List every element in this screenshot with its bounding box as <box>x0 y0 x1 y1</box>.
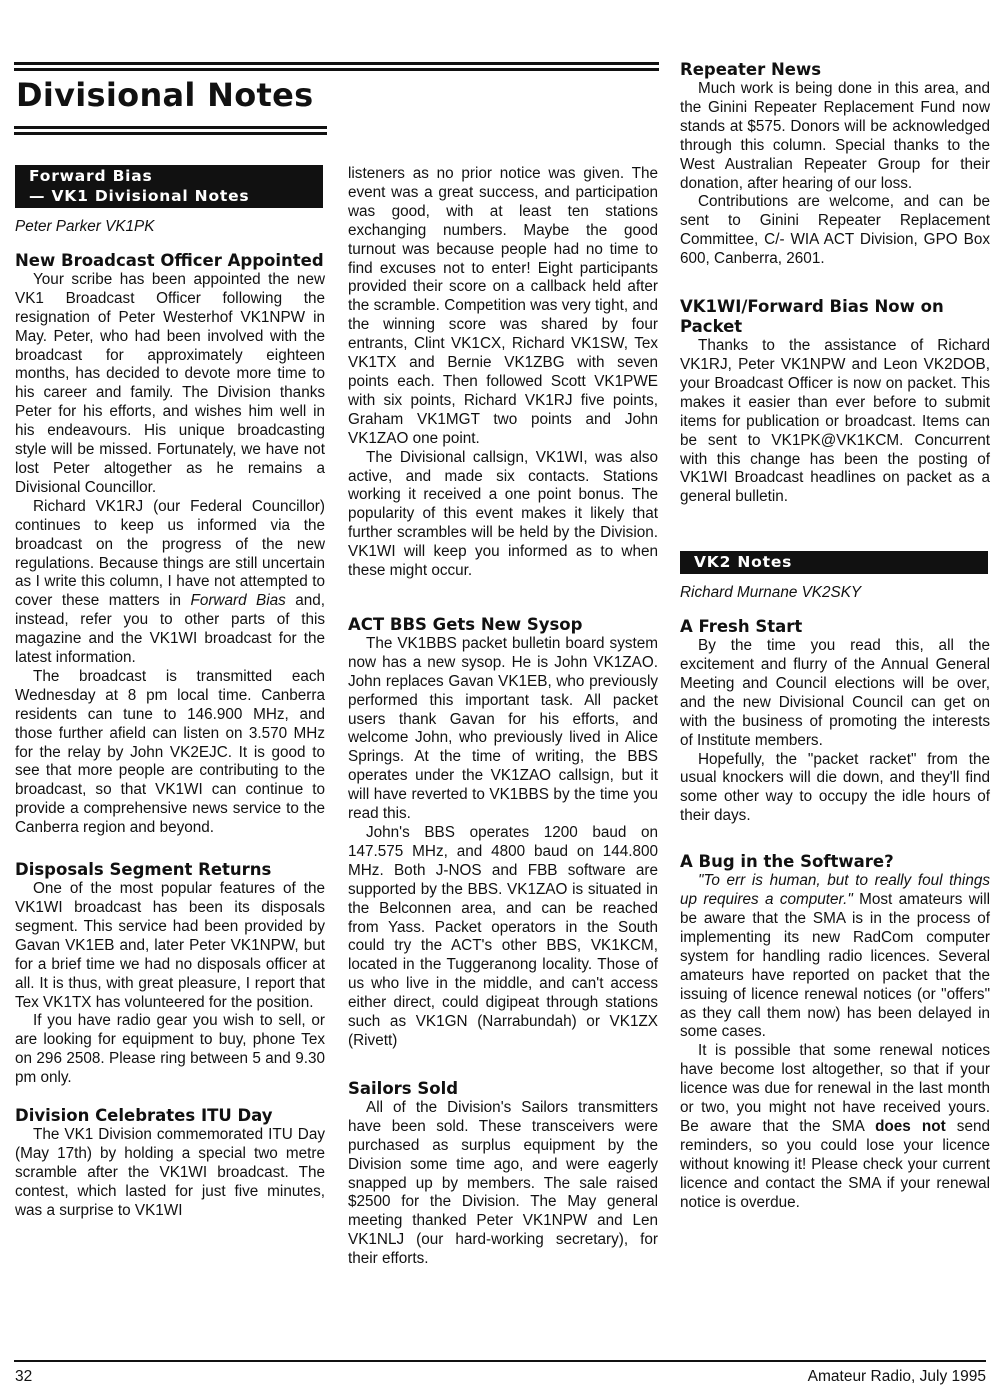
paragraph: Thanks to the assistance of Richard VK1RJ, Peter VK1NPW and Leon VK2DOB, your Broadcast Officer is now on packet. This makes it easier than ever before to submit items for publication or broadcast. Items can be sent to VK1PK@VK1KCM. Concurrent with this change has been the posting of VK1WI Broadcast headlines on packet as a general bulletin. <box>680 337 990 506</box>
paragraph: Richard VK1RJ (our Federal Councillor) continues to keep us informed via the broadcast on the progress of the new regulations. Because things are still uncertain as I write this column, I have not attempted to cover these matters in Forward Bias and, instead, refer you to other parts of this magazine and the VK1WI broadcast for the latest information. <box>15 497 325 667</box>
paragraph: John's BBS operates 1200 baud on 147.575 MHz, and 4800 baud on 144.800 MHz. Both J-NOS and FBB software are supported by the BBS. VK1ZAO is situated in the Belconnen area, and can be reached from Yass. Packet operators in the South could try the ACT's other BBS, VK1KCM, located in the Tuggeranong locality. Those of us who live in the middle, and can't access either direct, could digipeat through stations such as VK1GN (Narrabundah) or VK1ZX (Rivett) <box>348 824 658 1049</box>
heading-disposals: Disposals Segment Returns <box>15 860 272 880</box>
banner-line-1: Forward Bias <box>29 167 153 185</box>
column-2 <box>348 165 658 1269</box>
top-rule-1 <box>14 62 659 65</box>
byline-vk2: Richard Murnane VK2SKY <box>680 584 862 602</box>
paragraph: Hopefully, the "packet racket" from the usual knockers will die down, and they'll find some other way to occupy the idle hours of their days. <box>680 750 990 825</box>
paragraph: Much work is being done in this area, and the Ginini Repeater Replacement Fund now stands at $575. Donors will be acknowledged through this column. Special thanks to the West Australian Repeater Group for their donation, after hearing of our loss. <box>680 80 990 192</box>
vk2-notes-banner: VK2 Notes <box>680 551 988 574</box>
paragraph: Your scribe has been appointed the new VK1 Broadcast Officer following the resignation of Peter Westerhof VK1NPW in May. Peter, who had been involved with the broadcast for approximately eighteen months, has decided to devote more time to his career and family. The Division thanks Peter for his efforts, and wishes him well in his endeavours. His unique broadcasting style will be missed. Fortunately, we have not lost Peter altogether as he remains a Divisional Councillor. <box>15 270 325 496</box>
banner-line-2: — VK1 Divisional Notes <box>29 187 250 205</box>
heading-bug-in-software: A Bug in the Software? <box>680 852 894 872</box>
heading-new-broadcast-officer: New Broadcast Officer Appointed <box>15 250 324 270</box>
heading-forward-bias-packet: VK1WI/Forward Bias Now on Packet <box>680 297 944 337</box>
title-rule-2 <box>14 132 327 135</box>
publication-info: Amateur Radio, July 1995 <box>807 1368 986 1385</box>
heading-act-bbs: ACT BBS Gets New Sysop <box>348 614 583 634</box>
title-rule-1 <box>14 126 327 129</box>
paragraph: It is possible that some renewal notices have become lost altogether, so that if your licence was due for renewal in the last month or two, you might not have received yours. Be aware that the SMA does not send reminders, so you could lose your licence without knowing it! Please check your current licence and contact the SMA if your renewal notice is overdue. <box>680 1042 990 1211</box>
paragraph: Contributions are welcome, and can be sent to Ginini Repeater Replacement Committee, C/- WIA ACT Division, GPO Box 600, Canberra, 2601. <box>680 193 990 268</box>
forward-bias-banner <box>15 165 323 208</box>
paragraph: If you have radio gear you wish to sell, or are looking for equipment to buy, phone Tex on 296 2508. Please ring between 5 and 9.30 pm only. <box>15 1012 325 1087</box>
heading-itu-day: Division Celebrates ITU Day <box>15 1106 273 1126</box>
byline-vk1: Peter Parker VK1PK <box>15 218 155 235</box>
top-rule-2 <box>14 68 659 71</box>
paragraph: By the time you read this, all the excitement and flurry of the Annual General Meeting and Council elections will be over, and the new Divisional Council can get on with the business of promoting the interests of Institute members. <box>680 637 990 749</box>
column-3 <box>680 60 990 1213</box>
heading-fresh-start: A Fresh Start <box>680 617 803 637</box>
paragraph: The broadcast is transmitted each Wednesday at 8 pm local time. Canberra residents can tune to 146.900 MHz, and those further afield can listen on 3.570 MHz for the relay by John VK2EJC. It is good to see that more people are contributing to the broadcast, so that VK1WI can continue to provide a comprehensive news service to the Canberra region and beyond. <box>15 667 325 837</box>
paragraph: One of the most popular features of the VK1WI broadcast has been its disposals segment. This service had been provided by Gavan VK1EB and, later Peter VK1NPW, but for a brief time we had no disposals officer at all. It is thus, with great pleasure, I report that Tex VK1TX has volunteered for the position. <box>15 880 325 1011</box>
heading-repeater-news: Repeater News <box>680 60 822 79</box>
paragraph: "To err is human, but to really foul things up requires a computer." Most amateurs will be aware that the SMA is in the process of implementing its new RadCom computer system for handling radio licences. Several amateurs have reported on packet that the issuing of licence renewal notices (or "offers" as they call them now) has been delayed in some cases. <box>680 872 990 1041</box>
paragraph: listeners as no prior notice was given. The event was a great success, and participation was good, with at least ten stations exchanging numbers. Maybe the good turnout was because people had no time to find excuses not to enter! Eight participants provided their score on a callback held after the scramble. Competition was very tight, and the winning score was shared by four entrants, Clint VK1CX, Richard VK1SW, Tex VK1TX and Bernie VK1ZBG with seven points each. Then followed Scott VK1PWE with six points, Richard VK1RJ five points, Graham VK1MGT two points and John VK1ZAO one point. <box>348 165 658 447</box>
paragraph: All of the Division's Sailors transmitters have been sold. These transceivers were purchased as surplus equipment by the Division some time ago, and were eagerly snapped up by members. The sale raised $2500 for the Division. The May general meeting thanked Peter VK1NPW and Len VK1NLJ (our hard-working secretary), for their efforts. <box>348 1098 658 1268</box>
page-number: 32 <box>15 1368 33 1385</box>
paragraph: The Divisional callsign, VK1WI, was also active, and made six contacts. Stations working it received a one point bonus. The popularity of this event makes it likely that further scrambles will be held by the Division. VK1WI will keep you informed as to when these might occur. <box>348 448 658 580</box>
page-title: Divisional Notes <box>16 76 314 114</box>
paragraph: The VK1 Division commemorated ITU Day (May 17th) by holding a special two metre scramble after the VK1WI broadcast. The contest, which lasted for just five minutes, was a surprise to VK1WI <box>15 1126 325 1219</box>
footer-rule <box>14 1360 986 1362</box>
heading-sailors-sold: Sailors Sold <box>348 1078 459 1098</box>
column-1 <box>15 165 325 1221</box>
paragraph: The VK1BBS packet bulletin board system now has a new sysop. He is John VK1ZAO. John replaces Gavan VK1EB, who previously performed this important task. All packet users thank Gavan for his efforts, and welcome John, who previously lived in Alice Springs. At the time of writing, the BBS operates under the VK1ZAO callsign, but it will have reverted to VK1BBS by the time you read this. <box>348 634 658 823</box>
